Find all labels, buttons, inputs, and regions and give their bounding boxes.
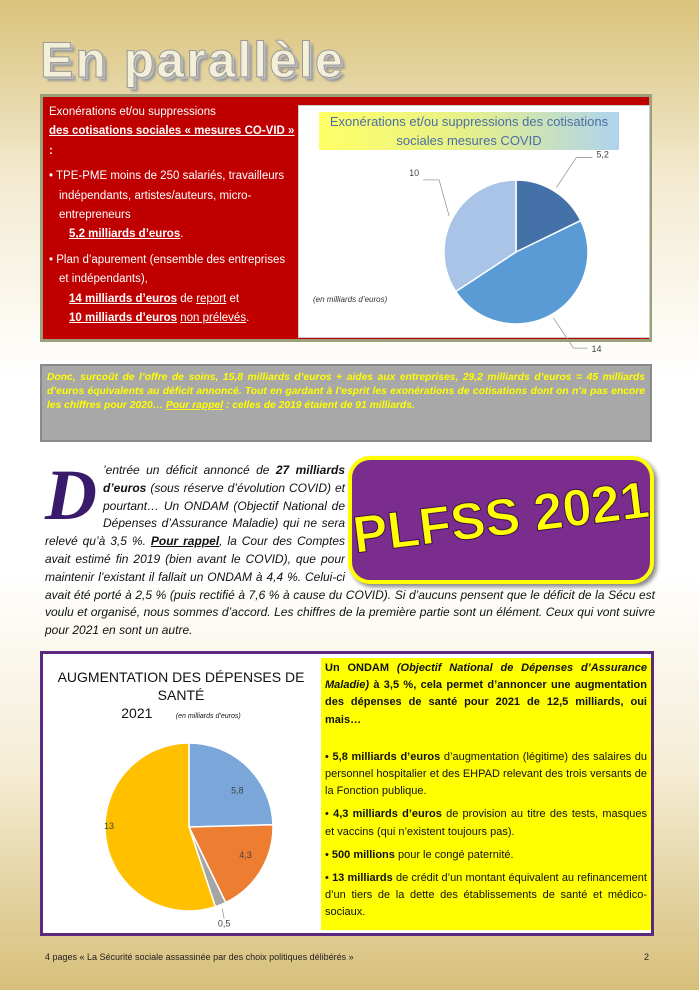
depense-item: • 13 milliards de crédit d’un montant équivalent au refinancement d’un tiers de la dette des établissements de santé et médico-sociaux. <box>325 872 647 919</box>
plfss-banner-text: PLFSS 2021 <box>349 471 653 565</box>
pie2-label: 4,3 <box>239 850 252 861</box>
pie1-leader-line <box>556 158 592 188</box>
pie2-label: 13 <box>103 821 115 831</box>
depense-item: • 5,8 milliards d’euros d’augmentation (légitime) des salaires du personnel hospitalier et des EHPAD relevant des trois versants de la Fonction publique. <box>325 750 647 798</box>
pie1-title: Exonérations et/ou suppressions des cotisations sociales mesures COVID <box>319 112 619 150</box>
main-paragraph: D ’entrée un déficit annoncé de 27 milliards d’euros (sous réserve d’évolution COVID) et pourtant… Un ONDAM (Objectif National de Dépenses d’Assurance Maladie) qui ne sera relevé qu’à 3,5 %. Pour rappel, la Cour des Comptes avait estimé fin 2019 (bien avant le COVID), que pour maintenir l’existant il fallait un ONDAM à 4,4 %. Celui-ci avait été porté à 2,5 % (puis rectifié à 7,6 % à cause du COVID). Si d’aucuns pensent que le déficit de la Sécu est voulu et organisé, nous sommes d’accord. Les chiffres de la première partie sont un élément. Ceux qui vont suivre pour 2021 en sont un autre. <box>45 455 655 638</box>
page-title: En parallèle <box>40 32 345 88</box>
depenses-text <box>321 658 651 930</box>
depense-item: • 4,3 milliards d’euros de provision au titre des tests, masques et vaccins (qui n’existent toujours pas). <box>325 808 647 838</box>
summary-box: Donc, surcoût de l’offre de soins, 15,8 milliards d’euros + aides aux entreprises, 29,2 milliards d’euros = 45 milliards d’euros équivalents au déficit annoncé. Tout en gardant à l’esprit les exonérations de cotisations dont on n’a pas encore les chiffres pour 2020… Pour rappel : celles de 2019 étaient de 91 milliards. <box>40 364 652 442</box>
page-number: 2 <box>644 952 650 962</box>
pie1-label: 14 <box>591 344 602 355</box>
depenses-box <box>40 651 654 936</box>
footer: 4 pages « La Sécurité sociale assassinée par des choix politiques délibérés » <box>45 952 354 962</box>
pie-chart-exonerations <box>298 105 650 355</box>
exonerations-line1: Exonérations et/ou suppressions <box>49 106 216 118</box>
bullet-plan-apurement: • Plan d’apurement (ensemble des entreprises et indépendants), 14 milliards d’euros de report et 10 milliards d’euros non prélevés. <box>49 253 286 325</box>
exonerations-box <box>40 94 652 355</box>
pie-chart-depenses <box>51 662 319 927</box>
pie1-label: 5,2 <box>596 149 609 160</box>
depenses-intro: Un ONDAM (Objectif National de Dépenses d’Assurance Maladie) à 3,5 %, cela permet d’annoncer une augmentation des dépenses de santé pour 2021 de 12,5 milliards, oui mais… <box>325 662 647 726</box>
pie1-leader-line <box>554 318 588 348</box>
pie2-title: AUGMENTATION DES DÉPENSES DE SANTÉ 2021 (en milliards d’euros) <box>57 669 305 721</box>
pie1-leader-line <box>423 180 449 216</box>
dropcap: D <box>45 455 97 535</box>
pie1-svg <box>299 106 651 355</box>
bullet-tpe-pme: • TPE-PME moins de 250 salariés, travailleurs indépendants, artistes/auteurs, micro-entrepreneurs 5,2 milliards d’euros. <box>49 170 285 241</box>
exonerations-text: Exonérations et/ou suppressions des cotisations sociales « mesures CO-VID » : • TPE-PME moins de 250 salariés, travailleurs indépendants, artistes/auteurs, micro-entrepreneurs 5,2 milliards d’euros. • Plan d’apurement (ensemble des entreprises et indépendants), 14 milliards d’euros de report et 10 milliards d’euros non prélevés. <box>49 103 295 328</box>
pie2-label: 5,8 <box>231 785 244 796</box>
pie2-label: 0,5 <box>217 918 231 929</box>
pie2-unit-note: (en milliards d’euros) <box>175 713 241 720</box>
pie1-label: 10 <box>409 167 420 178</box>
pie2-leader-line <box>222 909 224 919</box>
depense-item: • 500 millions pour le congé paternité. <box>325 848 514 861</box>
exonerations-line2: des cotisations sociales « mesures CO-VID » <box>49 125 295 138</box>
pie2-svg <box>51 662 319 927</box>
pie1-unit-note: (en milliards d’euros) <box>313 295 388 304</box>
